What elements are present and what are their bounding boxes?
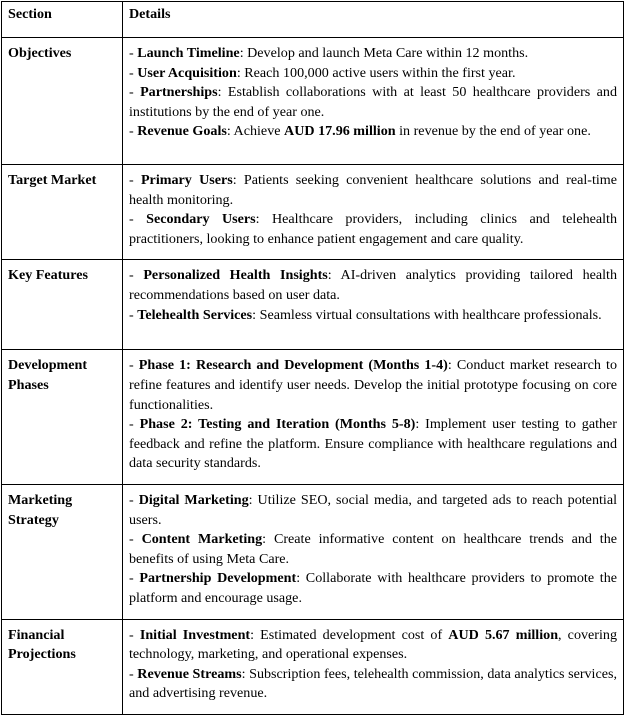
detail-item: - Phase 2: Testing and Iteration (Months 5-8): Implement user testing to gather feedback and refine the platform. Ensure compliance with healthcare regulations and data security standards. — [129, 416, 618, 472]
details-cell — [123, 484, 624, 619]
table-row-financial-projections — [2, 619, 624, 714]
detail-bold-value: AUD 17.96 million — [284, 123, 396, 140]
detail-text: : Healthcare providers, including clinics and telehealth practitioners, looking to enhance patient engagement and care quality. — [129, 211, 618, 247]
detail-text: : Utilize SEO, social media, and targeted ads to reach potential users. — [129, 491, 617, 528]
detail-text: in revenue by the end of year one. — [395, 123, 591, 140]
detail-item: - Secondary Users: Healthcare providers, including clinics and telehealth practitioners, looking to enhance patient engagement and care quality. — [129, 211, 618, 247]
detail-item: - Phase 1: Research and Development (Months 1-4): Conduct market research to refine features and identify user needs. Develop the initial prototype focusing on core functionalities. — [129, 357, 617, 413]
detail-text: , covering technology, marketing, and operational expenses. — [129, 626, 617, 663]
details-cell — [123, 619, 624, 714]
section-cell: Objectives — [2, 38, 123, 165]
detail-text: : Achieve — [226, 123, 285, 140]
table-row-objectives — [2, 38, 624, 165]
detail-text: : Reach 100,000 active users within the first year. — [236, 64, 516, 81]
detail-text: : Implement user testing to gather feedback and refine the platform. Ensure compliance with healthcare regulations and data security standards. — [129, 416, 618, 472]
detail-label: Phase 2: Testing and Iteration (Months 5-8) — [139, 416, 416, 433]
detail-text: : Develop and launch Meta Care within 12 months. — [239, 45, 529, 61]
details-cell — [123, 165, 624, 260]
table-row-marketing-strategy — [2, 484, 624, 619]
table-row-development-phases — [2, 350, 624, 485]
detail-item: - User Acquisition: Reach 100,000 active users within the first year. — [129, 64, 516, 81]
detail-text: : AI-driven analytics providing tailored health recommendations based on user data. — [129, 267, 617, 303]
section-cell: Marketing Strategy — [2, 484, 123, 619]
detail-label: Revenue Goals — [137, 123, 227, 140]
table-header-row — [2, 2, 624, 38]
detail-label: User Acquisition — [137, 64, 237, 81]
detail-label: Content Marketing — [141, 531, 263, 548]
detail-label: Initial Investment — [139, 626, 251, 643]
section-cell: Development Phases — [2, 350, 123, 485]
detail-label: Phase 1: Research and Development (Months 1-4) — [138, 357, 448, 374]
detail-item: - Launch Timeline: Develop and launch Meta Care within 12 months. — [129, 45, 529, 61]
detail-item: - Primary Users: Patients seeking convenient healthcare solutions and real-time health monitoring. — [129, 172, 617, 208]
detail-item: - Initial Investment: Estimated development cost of AUD 5.67 million, covering technology, marketing, and operational expenses. — [129, 626, 617, 663]
detail-bold-value: AUD 5.67 million — [448, 626, 559, 643]
detail-label: Revenue Streams — [137, 665, 242, 682]
section-column-header: Section — [2, 2, 123, 38]
table-row-key-features — [2, 260, 624, 350]
detail-item: - Revenue Streams: Subscription fees, telehealth commission, data analytics services, and advertising revenue. — [129, 665, 617, 702]
details-cell — [123, 38, 624, 165]
detail-label: Partnership Development — [139, 570, 297, 587]
detail-text: : Subscription fees, telehealth commission, data analytics services, and advertising revenue. — [129, 665, 617, 702]
details-cell — [123, 350, 624, 485]
detail-item: - Personalized Health Insights: AI-driven analytics providing tailored health recommendations based on user data. — [129, 267, 617, 303]
section-cell: Key Features — [2, 260, 123, 350]
detail-text: : Collaborate with healthcare providers to promote the platform and encourage usage. — [129, 570, 618, 606]
detail-text: : Create informative content on healthcare trends and the benefits of using Meta Care. — [129, 531, 617, 567]
detail-label: Digital Marketing — [138, 491, 249, 508]
detail-item: - Revenue Goals: Achieve AUD 17.96 million in revenue by the end of year one. — [129, 123, 591, 140]
detail-label: Secondary Users — [146, 211, 256, 228]
detail-item: - Partnership Development: Collaborate with healthcare providers to promote the platform and encourage usage. — [129, 570, 618, 606]
section-cell: Financial Projections — [2, 619, 123, 714]
detail-text: : Establish collaborations with at least 50 healthcare providers and institutions by the end of year one. — [129, 84, 617, 120]
detail-label: Partnerships — [140, 84, 218, 101]
detail-label: Primary Users — [140, 172, 233, 188]
details-column-header: Details — [123, 2, 624, 38]
business-plan-table — [1, 1, 624, 715]
detail-item: - Content Marketing: Create informative content on healthcare trends and the benefits of using Meta Care. — [129, 531, 617, 567]
detail-label: Launch Timeline — [137, 45, 240, 61]
table-row-target-market — [2, 165, 624, 260]
detail-text: : Patients seeking convenient healthcare solutions and real-time health monitoring. — [129, 172, 617, 208]
detail-label: Telehealth Services — [137, 306, 253, 323]
detail-label: Personalized Health Insights — [143, 267, 328, 284]
section-cell: Target Market — [2, 165, 123, 260]
detail-item: - Telehealth Services: Seamless virtual consultations with healthcare professionals. — [129, 306, 602, 323]
details-cell — [123, 260, 624, 350]
detail-text: : Seamless virtual consultations with healthcare professionals. — [252, 306, 602, 323]
detail-item: - Digital Marketing: Utilize SEO, social media, and targeted ads to reach potential users. — [129, 491, 617, 528]
detail-text: : Conduct market research to refine features and identify user needs. Develop the initial prototype focusing on core functionalities. — [129, 357, 617, 413]
detail-item: - Partnerships: Establish collaborations with at least 50 healthcare providers and institutions by the end of year one. — [129, 84, 617, 120]
detail-text: : Estimated development cost of — [250, 626, 449, 643]
